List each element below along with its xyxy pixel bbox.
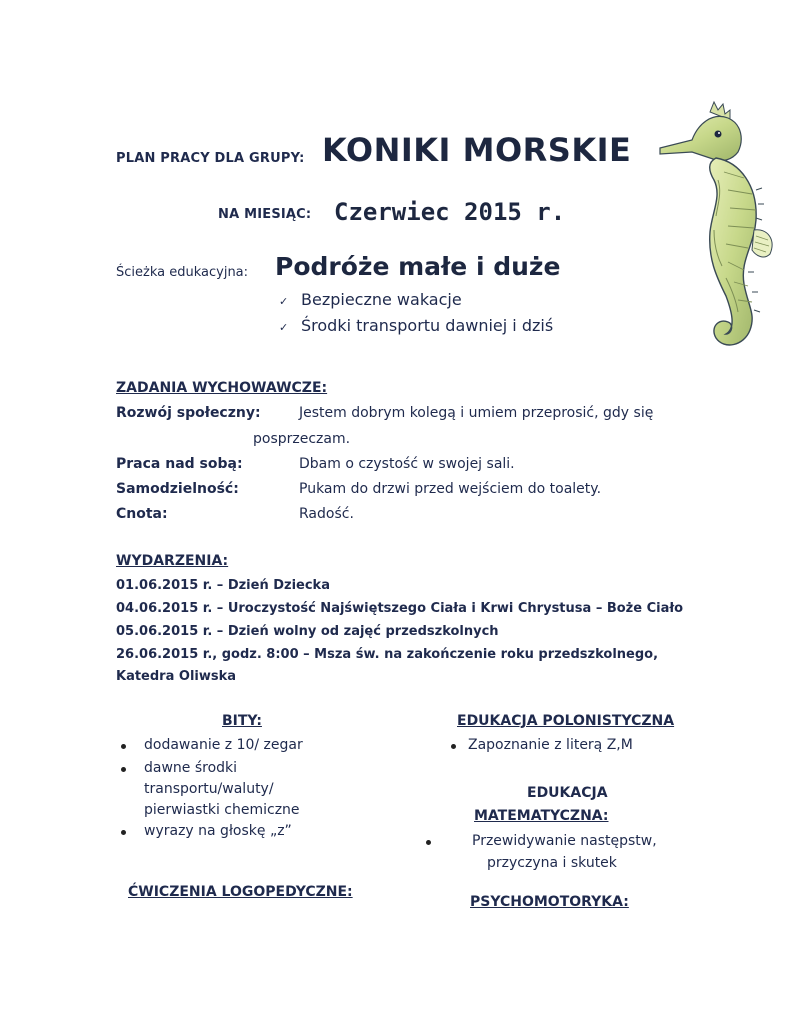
plan-label: PLAN PRACY DLA GRUPY: xyxy=(116,151,305,166)
task-value: Dbam o czystość w swojej sali. xyxy=(299,456,515,472)
task-value-continued: posprzeczam. xyxy=(253,431,351,447)
task-label: Cnota: xyxy=(116,506,168,522)
math-item-continued: przyczyna i skutek xyxy=(487,855,617,871)
polish-education-heading: EDUKACJA POLONISTYCZNA xyxy=(457,713,675,729)
tasks-heading: ZADANIA WYCHOWAWCZE: xyxy=(116,380,328,396)
bity-heading: BITY: xyxy=(222,713,262,729)
topic-item: ✓ Środki transportu dawniej i dziś xyxy=(279,316,554,335)
bullet-icon xyxy=(121,830,126,835)
bullet-icon xyxy=(451,744,456,749)
event-item: 01.06.2015 r. – Dzień Dziecka xyxy=(116,578,330,593)
task-value: Jestem dobrym kolegą i umiem przeprosić, gdy się xyxy=(299,405,654,421)
bullet-icon xyxy=(426,840,431,845)
event-item: 05.06.2015 r. – Dzień wolny od zajęć przedszkolnych xyxy=(116,624,499,639)
topic-item: ✓ Bezpieczne wakacje xyxy=(279,290,462,309)
path-label: Ścieżka edukacyjna: xyxy=(116,265,249,280)
path-title: Podróże małe i duże xyxy=(275,252,561,281)
bullet-icon xyxy=(121,767,126,772)
check-icon: ✓ xyxy=(279,295,289,308)
group-name: KONIKI MORSKIE xyxy=(322,131,632,169)
bullet-icon xyxy=(121,744,126,749)
bity-item-continued: pierwiastki chemiczne xyxy=(144,802,300,818)
task-label: Praca nad sobą: xyxy=(116,456,243,472)
task-label: Samodzielność: xyxy=(116,481,239,497)
polish-item: Zapoznanie z literą Z,M xyxy=(468,737,633,753)
speech-exercises-heading: ĆWICZENIA LOGOPEDYCZNE: xyxy=(128,884,353,900)
math-item: Przewidywanie następstw, xyxy=(472,833,657,849)
task-value: Radość. xyxy=(299,506,354,522)
event-item-continued: Katedra Oliwska xyxy=(116,669,237,684)
month-value: Czerwiec 2015 r. xyxy=(334,198,566,226)
event-item: 04.06.2015 r. – Uroczystość Najświętszego Ciała i Krwi Chrystusa – Boże Ciało xyxy=(116,601,684,616)
bity-item-continued: transportu/waluty/ xyxy=(144,781,274,797)
month-label: NA MIESIĄC: xyxy=(218,207,312,222)
bity-item: wyrazy na głoskę „z” xyxy=(144,823,292,839)
math-education-heading: EDUKACJA xyxy=(527,785,608,801)
seahorse-illustration xyxy=(652,100,780,362)
math-education-heading-continued: MATEMATYCZNA: xyxy=(474,808,609,824)
event-item: 26.06.2015 r., godz. 8:00 – Msza św. na zakończenie roku przedszkolnego, xyxy=(116,647,659,662)
bity-item: dodawanie z 10/ zegar xyxy=(144,737,303,753)
events-heading: WYDARZENIA: xyxy=(116,553,229,569)
task-label: Rozwój społeczny: xyxy=(116,405,261,421)
psychomotor-heading: PSYCHOMOTORYKA: xyxy=(470,894,629,910)
task-value: Pukam do drzwi przed wejściem do toalety. xyxy=(299,481,602,497)
check-icon: ✓ xyxy=(279,321,289,334)
bity-item: dawne środki xyxy=(144,760,238,776)
